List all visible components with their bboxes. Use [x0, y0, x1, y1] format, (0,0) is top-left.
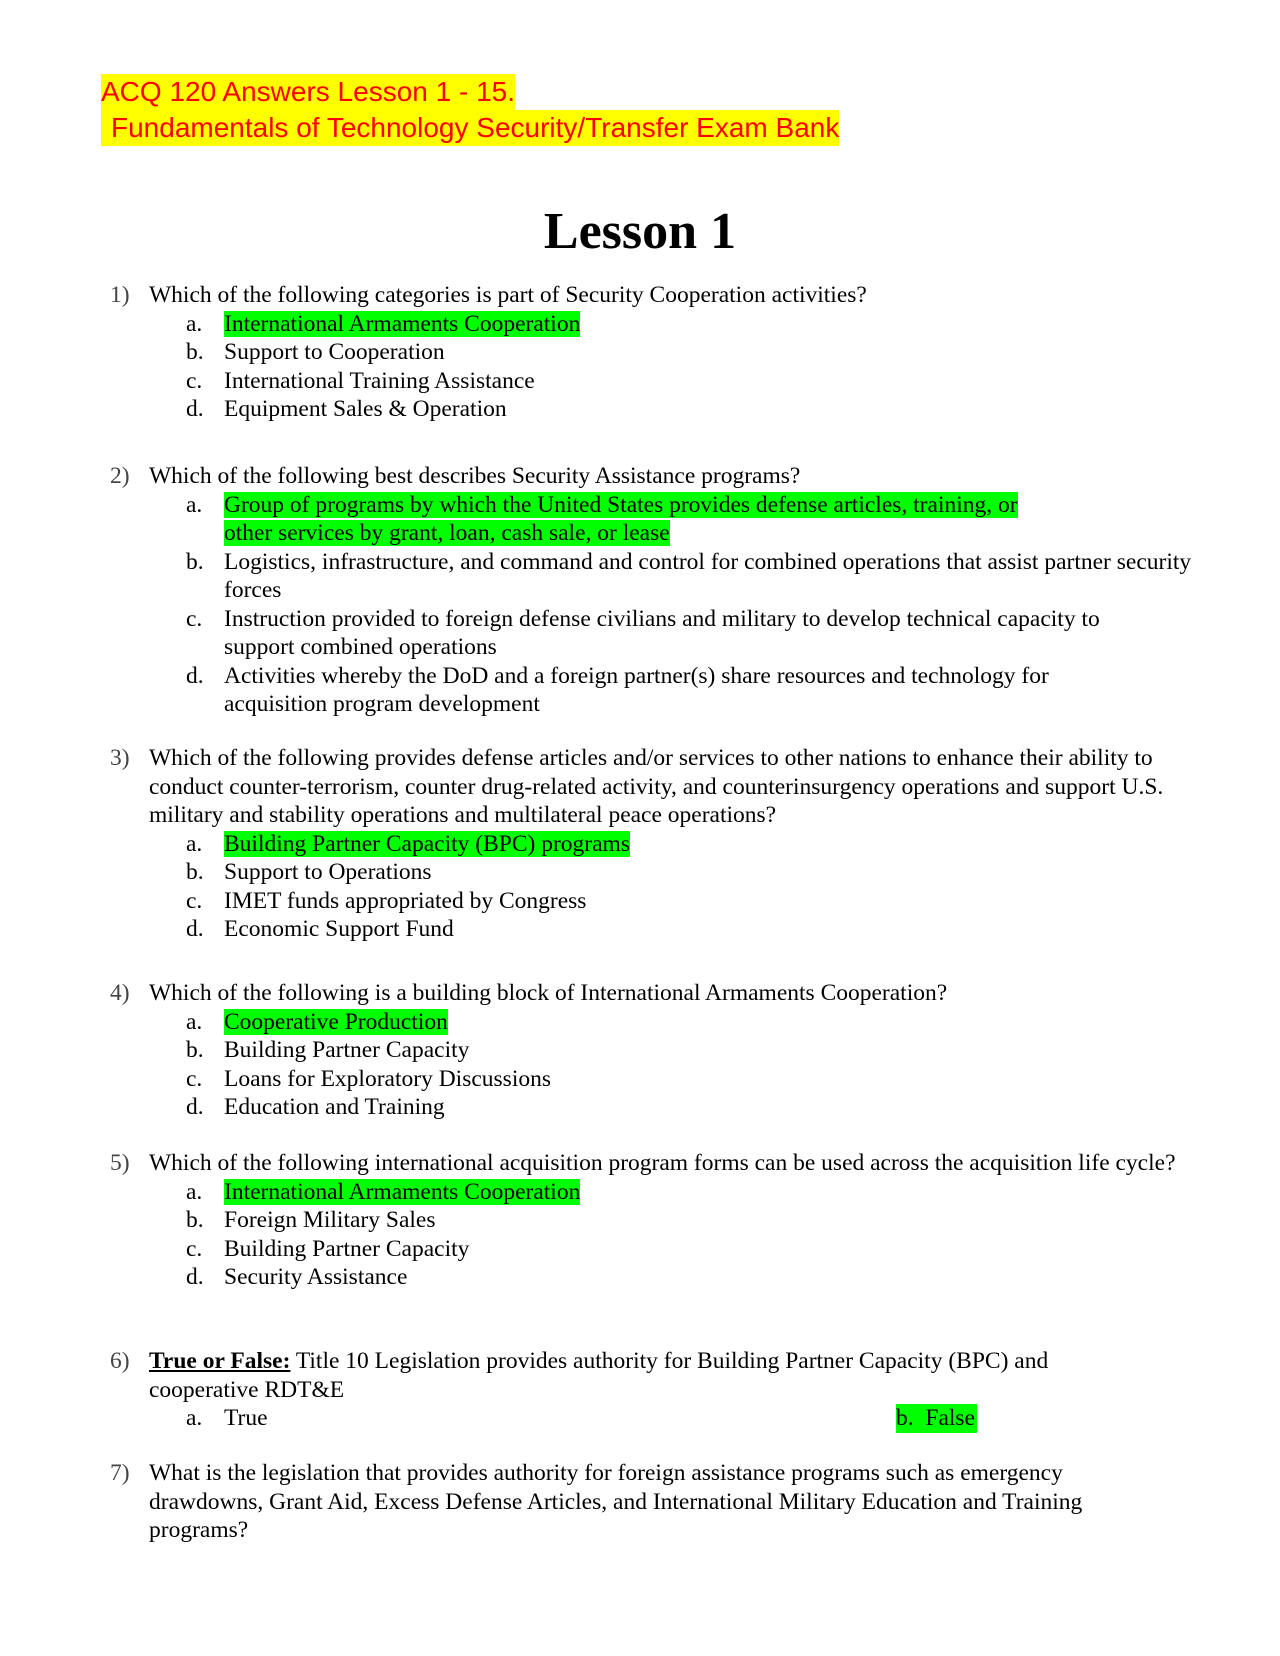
question-text: True or False: Title 10 Legislation provides authority for Building Partner Capacity (BPC) and cooperative RDT&E [149, 1348, 1049, 1403]
question-number: 6) [110, 1348, 130, 1374]
banner-line-2: Fundamentals of Technology Security/Transfer Exam Bank [101, 110, 839, 146]
option-a: a. Group of programs by which the United States provides defense articles, training, or other services by grant, loan, cash sale, or lease [186, 491, 1018, 546]
question-number: 5) [110, 1150, 130, 1176]
question-number: 1) [110, 282, 130, 308]
option-a: True [224, 1405, 268, 1431]
question-number: 7) [110, 1460, 130, 1486]
question-text: Which of the following categories is part of Security Cooperation activities? [149, 282, 867, 308]
question-text: Which of the following provides defense articles and/or services to other nations to enhance their ability to conduct counter-terrorism, counter drug-related activity, and counterinsurgency operations and support U.S. military and stability operations and multilateral peace operations? [149, 745, 1164, 828]
question-2 [110, 462, 1205, 719]
question-5 [110, 1149, 1205, 1292]
option-a: a. International Armaments Cooperation [186, 1178, 581, 1205]
document-banner [101, 74, 839, 146]
question-text: Which of the following international acquisition program forms can be used across the acquisition life cycle? [149, 1150, 1176, 1176]
true-false-label: True or False: [149, 1348, 291, 1374]
question-7 [110, 1459, 1205, 1545]
correct-answer: International Armaments Cooperation [224, 1178, 581, 1205]
option-b: b. Support to Cooperation [186, 339, 445, 365]
question-text: What is the legislation that provides authority for foreign assistance programs such as emergency drawdowns, Grant Aid, Excess Defense Articles, and International Military Education and Training programs? [149, 1460, 1083, 1543]
option-d: d. Activities whereby the DoD and a foreign partner(s) share resources and technology for acquisition program development [186, 662, 1049, 717]
option-a: a. Cooperative Production [186, 1008, 448, 1035]
page-title: Lesson 1 [543, 203, 737, 260]
option-b: b. Building Partner Capacity [186, 1037, 470, 1063]
correct-answer: b. False [896, 1405, 975, 1431]
option-d: d. Education and Training [186, 1094, 445, 1120]
correct-answer: Building Partner Capacity (BPC) programs [224, 830, 630, 857]
question-1 [110, 281, 1205, 424]
option-a: a. Building Partner Capacity (BPC) programs [186, 830, 630, 857]
correct-answer: Group of programs by which the United States provides defense articles, training, or [224, 491, 1018, 518]
option-b: b. Logistics, infrastructure, and command and control for combined operations that assist partner security forces [186, 548, 1192, 603]
correct-answer-cont: other services by grant, loan, cash sale, or lease [224, 520, 670, 546]
banner-line-1: ACQ 120 Answers Lesson 1 - 15. [101, 74, 515, 110]
option-d: d. Economic Support Fund [186, 916, 454, 942]
option-a: a. International Armaments Cooperation [186, 310, 581, 337]
question-number: 2) [110, 463, 130, 489]
option-c: c. Loans for Exploratory Discussions [186, 1065, 551, 1092]
question-text: Which of the following is a building block of International Armaments Cooperation? [149, 980, 948, 1006]
question-4 [110, 979, 1205, 1122]
question-number: 3) [110, 745, 130, 771]
option-d: d. Security Assistance [186, 1264, 408, 1290]
option-c: c. International Training Assistance [186, 367, 535, 394]
question-text: Which of the following best describes Security Assistance programs? [149, 463, 801, 489]
true-false-options: a. True b. False [186, 1405, 975, 1431]
option-c: c. Instruction provided to foreign defense civilians and military to develop technical capacity to support combined operations [186, 605, 1100, 660]
question-number: 4) [110, 980, 130, 1006]
option-c: c. IMET funds appropriated by Congress [186, 887, 587, 914]
option-c: c. Building Partner Capacity [186, 1235, 470, 1262]
option-d: d. Equipment Sales & Operation [186, 396, 507, 422]
question-6 [110, 1347, 1205, 1433]
question-3 [110, 744, 1205, 944]
correct-answer: International Armaments Cooperation [224, 310, 581, 337]
option-b: b. Foreign Military Sales [186, 1207, 436, 1233]
option-b: b. Support to Operations [186, 859, 432, 885]
correct-answer: Cooperative Production [224, 1008, 448, 1035]
